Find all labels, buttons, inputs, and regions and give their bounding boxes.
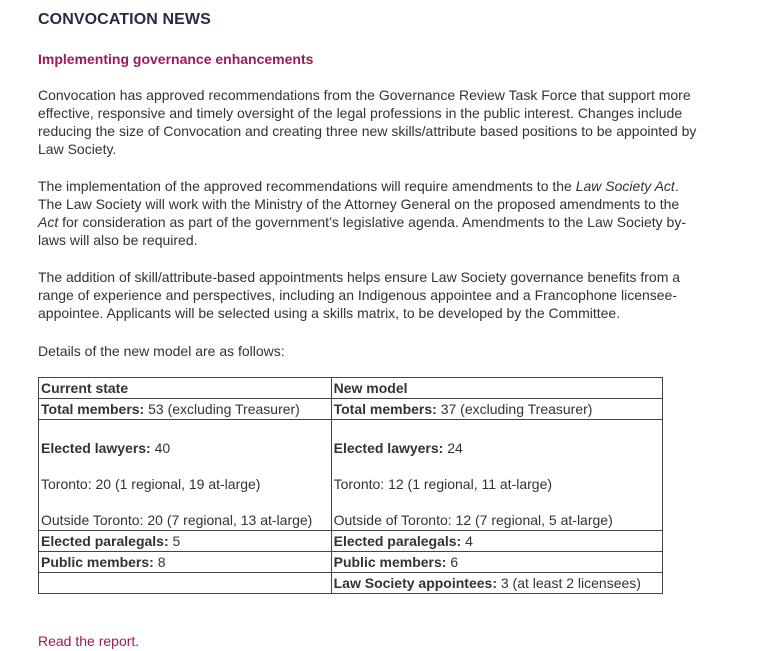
public-label-new: Public members:: [333, 554, 447, 570]
cell-total-new: [331, 399, 662, 420]
table-row-total: [39, 399, 663, 420]
public-new-value: 6: [446, 554, 459, 570]
article-heading: Implementing governance enhancements: [38, 51, 314, 67]
outside-toronto-new: Outside of Toronto: 12 (7 regional, 5 at-large): [333, 512, 613, 528]
paralegals-label-new: Elected paralegals:: [333, 533, 462, 549]
paralegals-new-value: 4: [461, 533, 473, 549]
table-row-paralegals: [39, 531, 663, 552]
cell-public-current: [39, 552, 332, 573]
p2-text-c: for consideration as part of the government’s legislative agenda. Amendments to the Law Society by-laws will also be required.: [38, 214, 686, 248]
cell-paralegals-current: [39, 531, 332, 552]
read-report-link[interactable]: Read the report.: [38, 633, 140, 649]
paragraph-appointments: The addition of skill/attribute-based appointments helps ensure Law Society governance benefits from a range of experience and perspectives, including an Indigenous appointee and a Francophone licensee-appointee. Applicants will be selected using a skills matrix, to be developed by the Committee.: [38, 269, 681, 321]
lawyers-label: Elected lawyers:: [41, 440, 151, 456]
model-comparison-table: [38, 377, 663, 594]
public-current-value: 8: [153, 554, 166, 570]
lawyers-current-line: [41, 439, 329, 457]
total-label: Total members:: [41, 401, 145, 417]
cell-total-current: [39, 399, 332, 420]
p2-text-b: . The Law Society will work with the Ministry of the Attorney General on the proposed amendments to the: [38, 178, 680, 212]
table-row-public: [39, 552, 663, 573]
total-label-new: Total members:: [333, 401, 437, 417]
p2-italic-act: Act: [38, 214, 59, 230]
lawyers-current-value: 40: [150, 440, 171, 456]
appointees-label: Law Society appointees:: [333, 575, 497, 591]
cell-lawyers-current: [39, 420, 332, 531]
cell-lawyers-new: [331, 420, 662, 531]
paragraph-implementation: [38, 177, 698, 249]
table-header-row: [39, 378, 663, 399]
cell-appointees-new: [331, 573, 662, 594]
paragraph-intro: Convocation has approved recommendations from the Governance Review Task Force that support more effective, responsive and timely oversight of the legal professions in the public interest. Changes include reducing the size of Convocation and creating three new skills/attribute based positions to be appointed by Law Society.: [38, 87, 697, 157]
header-current-state: Current state: [39, 378, 332, 399]
cell-public-new: [331, 552, 662, 573]
public-label: Public members:: [41, 554, 154, 570]
page-title: CONVOCATION NEWS: [38, 11, 211, 28]
total-new-value: 37 (excluding Treasurer): [436, 401, 593, 417]
total-current-value: 53 (excluding Treasurer): [144, 401, 300, 417]
appointees-new-value: 3 (at least 2 licensees): [496, 575, 641, 591]
table-row-lawyers: [39, 420, 663, 531]
header-new-model: New model: [331, 378, 662, 399]
lawyers-label-new: Elected lawyers:: [333, 440, 444, 456]
table-row-appointees: [39, 573, 663, 594]
lawyers-new-line: [334, 439, 660, 457]
cell-appointees-current: [39, 573, 332, 594]
p2-italic-law-society-act: Law Society Act: [575, 178, 675, 194]
p2-text-a: The implementation of the approved recommendations will require amendments to the: [38, 178, 576, 194]
outside-toronto-current: Outside Toronto: 20 (7 regional, 13 at-large): [41, 512, 313, 528]
paragraph-details-intro: Details of the new model are as follows:: [38, 343, 285, 359]
toronto-new: Toronto: 12 (1 regional, 11 at-large): [333, 476, 553, 492]
lawyers-new-value: 24: [443, 440, 463, 456]
paralegals-label: Elected paralegals:: [41, 533, 169, 549]
cell-paralegals-new: [331, 531, 662, 552]
toronto-current: Toronto: 20 (1 regional, 19 at-large): [41, 476, 261, 492]
paralegals-current-value: 5: [168, 533, 181, 549]
